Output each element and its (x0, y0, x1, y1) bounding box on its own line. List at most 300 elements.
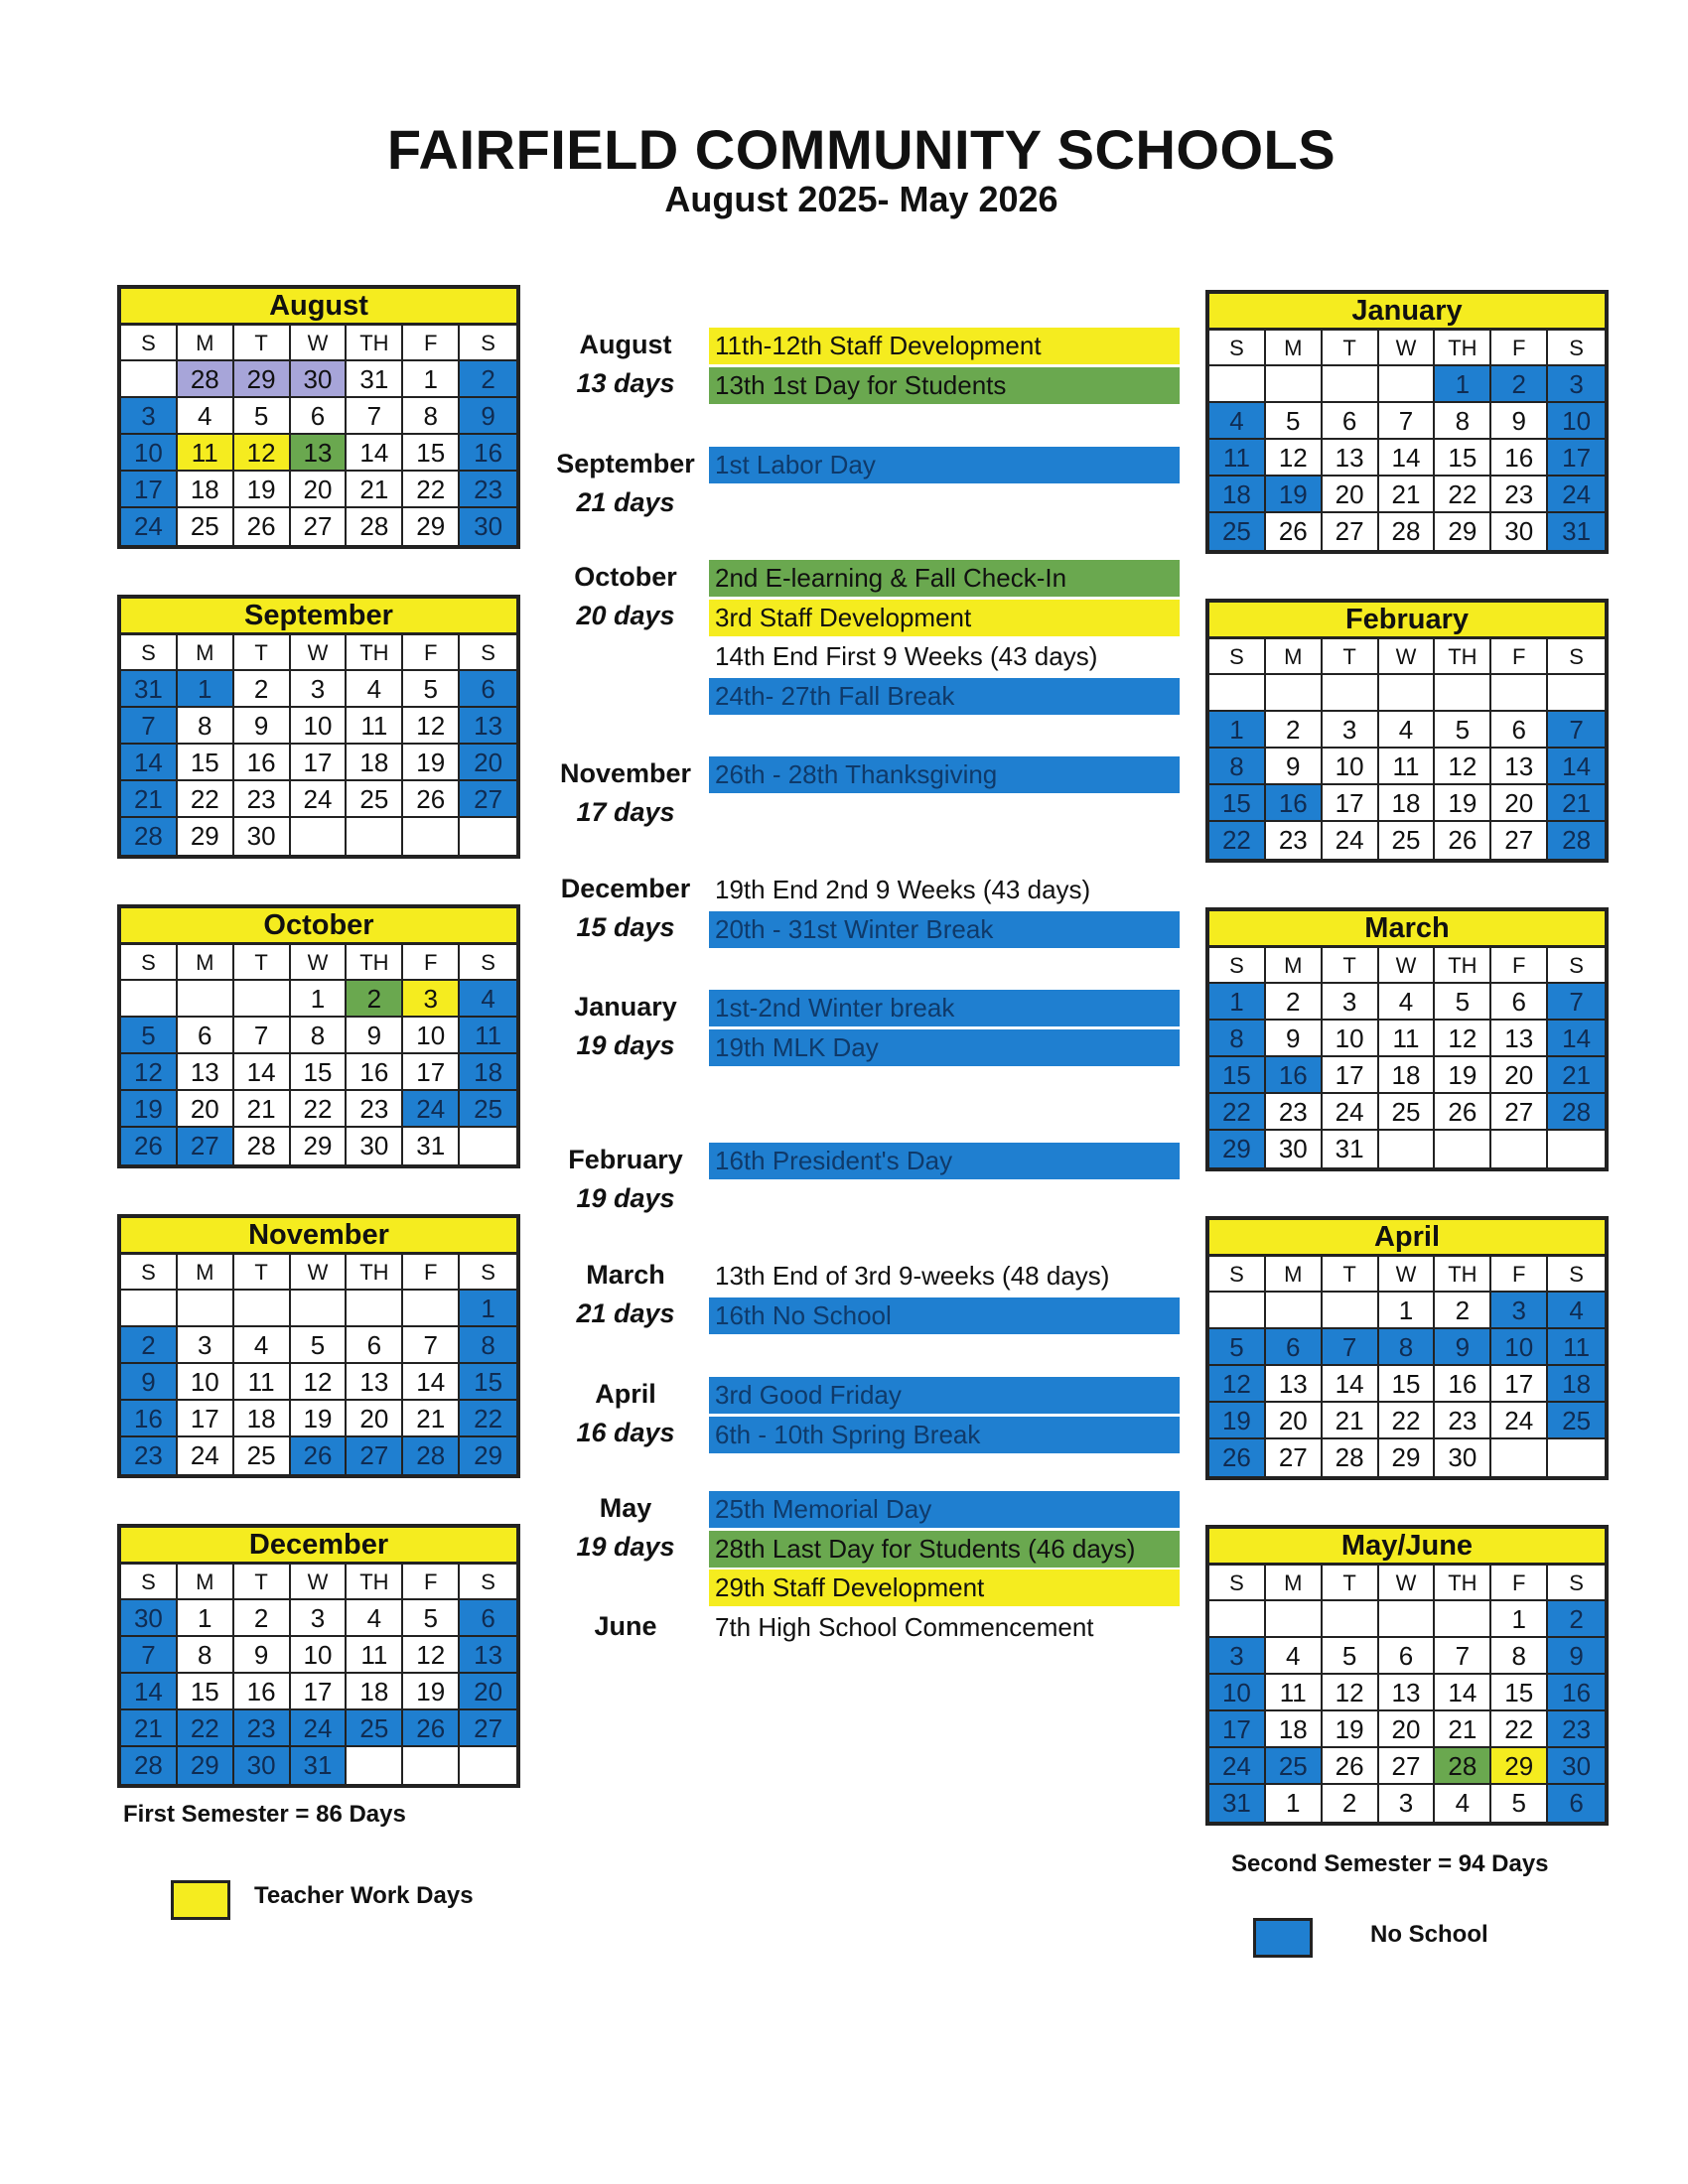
day-cell: 2 (1491, 366, 1548, 403)
event-item: 29th Staff Development (709, 1570, 1180, 1606)
day-cell: 21 (121, 1710, 178, 1747)
day-cell: 18 (1379, 785, 1436, 822)
weekday-header: S (1548, 948, 1605, 984)
day-cell: 29 (460, 1437, 516, 1474)
day-cell: 29 (1209, 1131, 1266, 1167)
day-cell: 3 (1379, 1785, 1436, 1822)
weekday-header: M (178, 326, 234, 361)
day-cell: 12 (403, 708, 460, 745)
day-cell (403, 818, 460, 855)
event-item: 19th End 2nd 9 Weeks (43 days) (715, 875, 1091, 904)
calendar-grid (121, 945, 516, 1164)
day-cell: 4 (178, 398, 234, 435)
day-cell: 8 (403, 398, 460, 435)
day-cell: 8 (1209, 749, 1266, 785)
weekday-header: T (1323, 948, 1379, 984)
day-cell: 20 (291, 472, 348, 508)
month-name: June (594, 1611, 657, 1641)
day-cell (1548, 1439, 1605, 1476)
day-cell: 26 (234, 508, 291, 545)
day-cell: 6 (460, 1600, 516, 1637)
day-cell: 21 (347, 472, 403, 508)
day-cell (1491, 1131, 1548, 1167)
day-cell: 17 (178, 1401, 234, 1437)
day-cell: 25 (1379, 822, 1436, 859)
day-cell: 22 (178, 1710, 234, 1747)
weekday-header: T (234, 635, 291, 671)
weekday-header: F (403, 1565, 460, 1600)
event-item: 1st Labor Day (709, 447, 1180, 483)
day-cell: 11 (1548, 1329, 1605, 1366)
day-cell: 24 (121, 508, 178, 545)
event-item: 11th-12th Staff Development (709, 328, 1180, 364)
day-cell (291, 818, 348, 855)
day-cell: 11 (460, 1018, 516, 1054)
day-cell: 22 (1491, 1711, 1548, 1748)
day-cell: 16 (121, 1401, 178, 1437)
day-cell: 2 (1323, 1785, 1379, 1822)
day-cell: 11 (347, 1637, 403, 1674)
day-cell: 6 (1266, 1329, 1323, 1366)
day-cell: 26 (403, 1710, 460, 1747)
day-cell (1266, 1601, 1323, 1638)
day-cell: 28 (1548, 1094, 1605, 1131)
calendar-grid (1209, 639, 1605, 859)
day-cell: 1 (178, 1600, 234, 1637)
day-cell: 14 (1435, 1675, 1491, 1711)
day-cell: 4 (1379, 984, 1436, 1021)
day-cell (1266, 366, 1323, 403)
day-cell: 8 (1435, 403, 1491, 440)
day-cell: 19 (1435, 785, 1491, 822)
weekday-header: M (178, 1565, 234, 1600)
day-cell: 19 (121, 1091, 178, 1128)
month-name: August (579, 330, 672, 359)
day-cell: 17 (1491, 1366, 1548, 1403)
day-cell: 6 (1323, 403, 1379, 440)
day-cell (1435, 675, 1491, 712)
day-cell (1209, 366, 1266, 403)
weekday-header: TH (347, 635, 403, 671)
month-summary (526, 1141, 725, 1218)
month-summary (526, 754, 725, 832)
weekday-header: F (1491, 331, 1548, 366)
day-cell: 31 (403, 1128, 460, 1164)
weekday-header: S (460, 635, 516, 671)
day-cell: 20 (1491, 785, 1548, 822)
event-item: 7th High School Commencement (715, 1612, 1094, 1642)
day-cell: 5 (1266, 403, 1323, 440)
weekday-header: TH (347, 1565, 403, 1600)
day-cell (178, 1291, 234, 1327)
day-cell: 23 (1266, 1094, 1323, 1131)
day-cell: 29 (178, 818, 234, 855)
day-cell: 15 (1435, 440, 1491, 477)
calendar-month (1205, 1216, 1609, 1480)
calendar-month (117, 285, 520, 549)
day-cell: 5 (1209, 1329, 1266, 1366)
weekday-header: S (1209, 1566, 1266, 1601)
weekday-header: S (1209, 1257, 1266, 1293)
day-cell: 13 (460, 708, 516, 745)
legend-no-school: No School (1370, 1921, 1488, 1948)
day-cell: 13 (1379, 1675, 1436, 1711)
day-cell: 11 (1266, 1675, 1323, 1711)
day-cell: 21 (121, 781, 178, 818)
day-cell: 26 (1435, 822, 1491, 859)
day-cell: 3 (178, 1327, 234, 1364)
day-cell (1548, 1131, 1605, 1167)
day-cell: 4 (1435, 1785, 1491, 1822)
day-cell: 30 (291, 361, 348, 398)
day-cell: 26 (1266, 513, 1323, 550)
day-cell (1491, 1439, 1548, 1476)
weekday-header: F (403, 326, 460, 361)
day-cell: 9 (121, 1364, 178, 1401)
event-item: 19th MLK Day (709, 1029, 1180, 1066)
day-cell: 4 (460, 981, 516, 1018)
page-subtitle: August 2025- May 2026 (664, 179, 1058, 219)
day-cell: 30 (1491, 513, 1548, 550)
day-cell: 7 (1548, 984, 1605, 1021)
day-cell: 28 (234, 1128, 291, 1164)
event-item: 16th No School (709, 1297, 1180, 1334)
weekday-header: S (121, 326, 178, 361)
day-cell: 6 (1379, 1638, 1436, 1675)
day-cell: 5 (234, 398, 291, 435)
day-cell: 15 (403, 435, 460, 472)
day-cell: 23 (347, 1091, 403, 1128)
day-cell: 4 (347, 671, 403, 708)
day-cell: 16 (347, 1054, 403, 1091)
weekday-header: T (1323, 1257, 1379, 1293)
day-cell: 1 (460, 1291, 516, 1327)
day-cell: 11 (178, 435, 234, 472)
weekday-header: W (1379, 948, 1436, 984)
day-cell: 28 (1379, 513, 1436, 550)
day-cell (1435, 1601, 1491, 1638)
day-cell: 17 (291, 1674, 348, 1710)
day-cell: 3 (1548, 366, 1605, 403)
day-cell: 21 (234, 1091, 291, 1128)
day-cell: 6 (1491, 984, 1548, 1021)
day-cell: 3 (1323, 984, 1379, 1021)
calendar-month-title: September (121, 599, 516, 635)
event-item: 13th 1st Day for Students (709, 367, 1180, 404)
weekday-header: T (234, 1255, 291, 1291)
day-cell: 29 (1435, 513, 1491, 550)
day-cell: 12 (121, 1054, 178, 1091)
day-cell (1435, 1131, 1491, 1167)
day-cell: 6 (1491, 712, 1548, 749)
weekday-header: S (460, 945, 516, 981)
day-cell: 26 (121, 1128, 178, 1164)
day-cell: 1 (1266, 1785, 1323, 1822)
day-cell: 1 (1209, 712, 1266, 749)
day-cell: 28 (178, 361, 234, 398)
weekday-header: W (1379, 331, 1436, 366)
day-cell: 7 (347, 398, 403, 435)
month-summary (526, 1375, 725, 1452)
day-cell: 17 (1548, 440, 1605, 477)
legend-teacher-work-days: Teacher Work Days (254, 1882, 474, 1909)
weekday-header: W (291, 326, 348, 361)
event-item: 24th- 27th Fall Break (709, 678, 1180, 715)
day-cell: 31 (1209, 1785, 1266, 1822)
day-cell: 6 (1548, 1785, 1605, 1822)
weekday-header: F (403, 635, 460, 671)
day-cell: 14 (234, 1054, 291, 1091)
day-cell: 12 (1435, 1021, 1491, 1057)
day-cell: 10 (121, 435, 178, 472)
calendar-grid (121, 635, 516, 855)
day-cell: 15 (460, 1364, 516, 1401)
day-cell: 9 (1266, 749, 1323, 785)
calendar-month-title: November (121, 1218, 516, 1255)
weekday-header: S (460, 1255, 516, 1291)
day-cell (403, 1291, 460, 1327)
day-cell: 11 (1379, 1021, 1436, 1057)
day-cell: 11 (1379, 749, 1436, 785)
day-cell: 15 (1379, 1366, 1436, 1403)
day-cell: 10 (1548, 403, 1605, 440)
day-cell: 2 (1548, 1601, 1605, 1638)
day-cell (1323, 366, 1379, 403)
calendar-grid (121, 326, 516, 545)
day-cell: 2 (234, 1600, 291, 1637)
weekday-header: T (1323, 639, 1379, 675)
day-cell (291, 1291, 348, 1327)
first-semester-note: First Semester = 86 Days (123, 1801, 406, 1828)
day-cell: 15 (291, 1054, 348, 1091)
weekday-header: S (121, 1255, 178, 1291)
day-cell: 9 (1435, 1329, 1491, 1366)
day-cell: 23 (234, 1710, 291, 1747)
day-cell: 25 (347, 781, 403, 818)
day-cell: 14 (1548, 1021, 1605, 1057)
day-cell: 19 (403, 1674, 460, 1710)
month-school-days: 15 days (576, 912, 675, 942)
day-cell (347, 818, 403, 855)
day-cell: 8 (1209, 1021, 1266, 1057)
day-cell: 25 (347, 1710, 403, 1747)
day-cell: 2 (234, 671, 291, 708)
month-summary (526, 988, 725, 1065)
weekday-header: S (1548, 1257, 1605, 1293)
day-cell (121, 981, 178, 1018)
day-cell: 10 (178, 1364, 234, 1401)
weekday-header: TH (1435, 1566, 1491, 1601)
day-cell: 24 (1491, 1403, 1548, 1439)
day-cell: 29 (1379, 1439, 1436, 1476)
day-cell: 23 (1548, 1711, 1605, 1748)
day-cell: 30 (1266, 1131, 1323, 1167)
day-cell: 8 (460, 1327, 516, 1364)
month-summary (526, 870, 725, 947)
day-cell: 5 (403, 671, 460, 708)
day-cell: 16 (1548, 1675, 1605, 1711)
day-cell: 26 (1323, 1748, 1379, 1785)
day-cell (347, 1291, 403, 1327)
month-school-days: 17 days (576, 797, 675, 827)
weekday-header: W (291, 1565, 348, 1600)
month-school-days: 20 days (576, 601, 675, 630)
calendar-grid (1209, 948, 1605, 1167)
month-name: February (568, 1145, 683, 1174)
day-cell: 13 (1323, 440, 1379, 477)
month-school-days: 19 days (576, 1183, 675, 1213)
event-item: 3rd Good Friday (709, 1377, 1180, 1414)
calendar-grid (1209, 331, 1605, 550)
event-item: 3rd Staff Development (709, 600, 1180, 636)
day-cell (460, 1747, 516, 1784)
day-cell: 6 (291, 398, 348, 435)
month-name: December (560, 874, 691, 903)
day-cell: 3 (291, 671, 348, 708)
day-cell: 28 (1323, 1439, 1379, 1476)
day-cell: 14 (1323, 1366, 1379, 1403)
day-cell: 5 (1435, 712, 1491, 749)
calendar-grid (1209, 1566, 1605, 1822)
calendar-month (1205, 907, 1609, 1171)
weekday-header: S (1548, 639, 1605, 675)
event-item: 16th President's Day (709, 1143, 1180, 1179)
day-cell: 3 (1323, 712, 1379, 749)
weekday-header: TH (347, 326, 403, 361)
month-name: January (574, 992, 677, 1022)
day-cell: 27 (291, 508, 348, 545)
day-cell: 19 (291, 1401, 348, 1437)
month-school-days: 19 days (576, 1030, 675, 1060)
day-cell: 7 (1548, 712, 1605, 749)
day-cell: 6 (347, 1327, 403, 1364)
day-cell: 2 (1435, 1293, 1491, 1329)
day-cell: 13 (1266, 1366, 1323, 1403)
day-cell: 22 (291, 1091, 348, 1128)
day-cell: 10 (1323, 1021, 1379, 1057)
day-cell (1323, 675, 1379, 712)
day-cell (121, 1291, 178, 1327)
day-cell: 10 (291, 708, 348, 745)
day-cell (1491, 675, 1548, 712)
day-cell: 31 (291, 1747, 348, 1784)
day-cell: 20 (1323, 477, 1379, 513)
day-cell: 19 (1435, 1057, 1491, 1094)
day-cell (403, 1747, 460, 1784)
day-cell: 18 (1266, 1711, 1323, 1748)
weekday-header: M (1266, 948, 1323, 984)
weekday-header: W (291, 635, 348, 671)
day-cell: 16 (1491, 440, 1548, 477)
second-semester-note: Second Semester = 94 Days (1231, 1850, 1549, 1877)
event-item: 20th - 31st Winter Break (709, 911, 1180, 948)
day-cell: 23 (121, 1437, 178, 1474)
day-cell (1266, 1293, 1323, 1329)
day-cell: 21 (1435, 1711, 1491, 1748)
calendar-grid (121, 1255, 516, 1474)
calendar-grid (121, 1565, 516, 1784)
day-cell: 30 (460, 508, 516, 545)
day-cell: 21 (403, 1401, 460, 1437)
day-cell: 2 (1266, 984, 1323, 1021)
month-name: May (599, 1493, 652, 1523)
calendar-month (117, 1214, 520, 1478)
day-cell: 23 (1491, 477, 1548, 513)
day-cell: 17 (1323, 785, 1379, 822)
day-cell: 1 (178, 671, 234, 708)
day-cell: 27 (1379, 1748, 1436, 1785)
weekday-header: M (178, 635, 234, 671)
calendar-month (117, 1524, 520, 1788)
day-cell: 3 (291, 1600, 348, 1637)
event-item: 13th End of 3rd 9-weeks (48 days) (715, 1261, 1110, 1291)
day-cell: 21 (1548, 1057, 1605, 1094)
day-cell: 11 (347, 708, 403, 745)
day-cell: 4 (1266, 1638, 1323, 1675)
day-cell: 22 (1209, 1094, 1266, 1131)
day-cell: 25 (1209, 513, 1266, 550)
weekday-header: TH (1435, 948, 1491, 984)
day-cell: 11 (1209, 440, 1266, 477)
month-name: March (586, 1260, 665, 1290)
day-cell (1379, 1131, 1436, 1167)
day-cell: 14 (1548, 749, 1605, 785)
weekday-header: M (178, 945, 234, 981)
day-cell: 1 (1491, 1601, 1548, 1638)
day-cell: 12 (1323, 1675, 1379, 1711)
day-cell: 19 (1266, 477, 1323, 513)
day-cell: 9 (347, 1018, 403, 1054)
weekday-header: S (460, 1565, 516, 1600)
day-cell: 13 (347, 1364, 403, 1401)
day-cell: 24 (1323, 822, 1379, 859)
day-cell: 24 (291, 781, 348, 818)
weekday-header: S (1209, 948, 1266, 984)
day-cell: 7 (403, 1327, 460, 1364)
day-cell (234, 1291, 291, 1327)
weekday-header: M (1266, 639, 1323, 675)
day-cell: 17 (291, 745, 348, 781)
day-cell: 15 (178, 1674, 234, 1710)
day-cell: 25 (234, 1437, 291, 1474)
day-cell: 22 (460, 1401, 516, 1437)
day-cell: 27 (1323, 513, 1379, 550)
day-cell: 10 (1323, 749, 1379, 785)
day-cell: 17 (1323, 1057, 1379, 1094)
day-cell: 30 (347, 1128, 403, 1164)
day-cell: 19 (234, 472, 291, 508)
day-cell: 30 (234, 1747, 291, 1784)
weekday-header: F (403, 1255, 460, 1291)
day-cell: 14 (347, 435, 403, 472)
day-cell: 2 (1266, 712, 1323, 749)
day-cell: 4 (1548, 1293, 1605, 1329)
day-cell: 28 (347, 508, 403, 545)
day-cell: 24 (291, 1710, 348, 1747)
day-cell: 13 (460, 1637, 516, 1674)
day-cell: 21 (1379, 477, 1436, 513)
day-cell: 27 (1266, 1439, 1323, 1476)
weekday-header: W (1379, 1566, 1436, 1601)
weekday-header: T (1323, 331, 1379, 366)
day-cell: 7 (234, 1018, 291, 1054)
day-cell: 8 (291, 1018, 348, 1054)
day-cell: 3 (1209, 1638, 1266, 1675)
day-cell: 4 (234, 1327, 291, 1364)
day-cell: 27 (178, 1128, 234, 1164)
day-cell: 4 (1379, 712, 1436, 749)
event-item: 2nd E-learning & Fall Check-In (709, 560, 1180, 597)
